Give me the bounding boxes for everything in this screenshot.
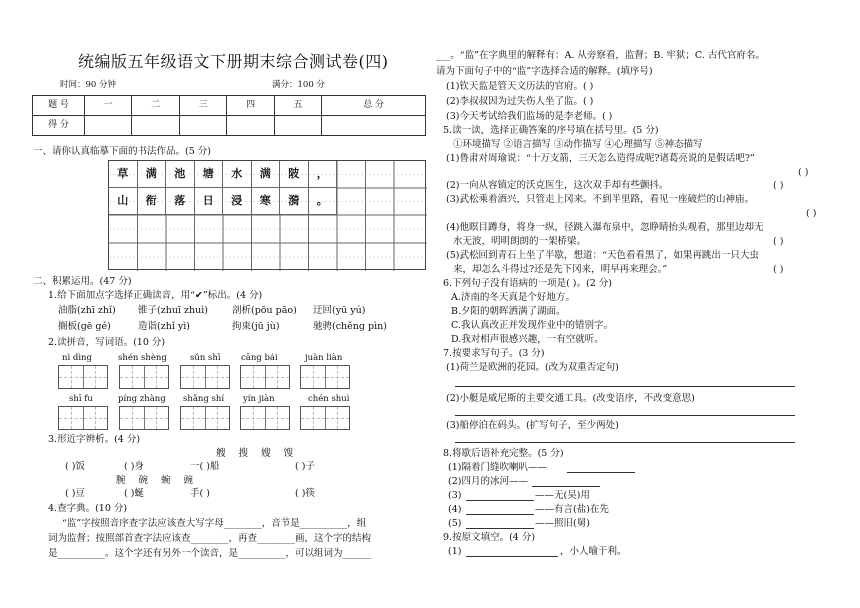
q3-blank[interactable]: ( )筷 [295,488,315,499]
score-input-cell[interactable] [132,116,179,136]
q8-item: ——照旧(舅) [535,518,590,529]
calligraphy-char: ， [309,161,338,188]
q8-index: (5) [448,518,462,529]
pinyin-label: píng zhàng [118,394,166,404]
pinyin-label: shǎng shí [183,394,225,404]
answer-line[interactable] [455,442,795,443]
pinyin-label: cāng bái [241,353,278,363]
q3-blank[interactable]: ( )子 [295,461,315,472]
full-score: 满分：100 分 [272,80,325,90]
answer-paren[interactable]: ( ) [798,167,809,178]
calligraphy-char: 塘 [195,161,224,188]
q4-sub-item[interactable]: (1)钦天监是管天文历法的官府。( ) [446,81,594,92]
answer-line[interactable] [567,472,635,473]
score-input-cell[interactable] [274,116,321,136]
q3-blank[interactable]: ( )豆 [65,488,85,499]
q7-stem: 7.按要求写句子。(3 分) [443,348,545,359]
answer-line[interactable] [455,386,795,387]
q5-stem: 5.读一读，选择正确答案的序号填在括号里。(5 分) [443,125,659,136]
q1-stem: 1.给下面加点字选择正确读音，用“✔”标出。(4 分) [48,290,263,301]
calligraphy-grid[interactable] [108,160,426,270]
q7-item: (1)荷兰是欧洲的花园。(改为双重否定句) [446,362,619,373]
pinyin-answer-box[interactable] [119,365,169,389]
q4-sub-item[interactable]: (3)今天考试给我们监场的是李老师。( ) [446,111,613,122]
score-table [32,95,426,136]
reading-option[interactable]: 油脂(zhī zhǐ) [58,305,116,316]
reading-option[interactable]: 剖析(pōu pāo) [232,305,297,316]
score-input-cell[interactable] [322,116,426,136]
pinyin-answer-box[interactable] [180,406,230,430]
pinyin-label: sǔn shī [190,353,221,363]
q8-item: (2)四月的冰河—— [448,476,528,487]
score-input-cell[interactable] [227,116,274,136]
q6-option-d[interactable]: D.我对相声很感兴趣，一有空就听。 [451,334,604,345]
q3-blank[interactable]: ( )身 [124,461,144,472]
q3-blank[interactable]: ( )饭 [65,461,85,472]
calligraphy-char: 浸 [223,188,252,215]
answer-line[interactable] [466,556,558,557]
q3-blank[interactable]: ( )蜒 [124,488,144,499]
q5-item-cont: 来，却怎么斗得过?还是先下冈来，明早再来理会。” [453,264,668,275]
score-input-cell[interactable] [179,116,226,136]
calligraphy-char: 日 [195,188,224,215]
q4-continued[interactable]: ___。“监”在字典里的解释有：A. 从旁察看，监督；B. 牢狱；C. 古代官府名。 [436,50,765,61]
q6-option-a[interactable]: A.济南的冬天真是个好地方。 [451,292,575,303]
score-input-cell[interactable] [85,116,132,136]
calligraphy-char: 山 [109,188,138,215]
pinyin-answer-box[interactable] [240,406,290,430]
score-header-cell: 总 分 [322,96,426,116]
q5-item: (4)他瞑目蹲身，将身一纵，径跳入瀑布泉中，忽睁睛抬头观看，那里边却无 [446,222,764,233]
q7-item: (2)小艇是威尼斯的主要交通工具。(改变语序，不改变意思) [446,393,695,404]
pinyin-answer-box[interactable] [300,406,350,430]
q4-text-line[interactable]: 是__________。这个字还有另外一个读音，是__________，可以组词为______ [48,548,372,559]
score-header-cell: 三 [179,96,226,116]
q5-item: (5)武松回到青石上坐了半歇，想道：“天色看看黑了，如果再跳出一只大虫 [446,250,759,261]
answer-line[interactable] [466,500,534,501]
pinyin-answer-box[interactable] [180,365,230,389]
q8-item: (1)隔着门缝吹喇叭—— [448,462,547,473]
calligraphy-char: 漪 [280,188,309,215]
calligraphy-char: 衔 [138,188,167,215]
calligraphy-char: 水 [223,161,252,188]
answer-line[interactable] [466,514,534,515]
q8-item: ——有言(盐)在先 [535,504,609,515]
q8-item: ——无(吴)用 [535,490,590,501]
pinyin-label: nì dìng [62,353,92,363]
time-limit: 时间：90 分钟 [60,80,117,90]
pinyin-answer-box[interactable] [119,406,169,430]
answer-paren[interactable]: ( ) [773,236,784,247]
answer-paren[interactable]: ( ) [806,208,817,219]
q3-chars-group1: 艘 搜 嫂 馊 [216,448,294,459]
q9-stem: 9.按原文填空。(4 分) [443,532,536,543]
pinyin-label: shén shèng [118,353,167,363]
pinyin-label: shī fu [69,394,93,404]
calligraphy-char: 。 [309,188,338,215]
q8-stem: 8.将歇后语补充完整。(5 分) [443,448,564,459]
score-header-cell: 二 [132,96,179,116]
pinyin-label: juàn liàn [305,353,343,363]
q5-options: ①环境描写 ②语言描写 ③动作描写 ④心理描写 ⑤神态描写 [453,139,703,150]
reading-option[interactable]: 驰骋(chěng pìn) [313,321,387,332]
practice-grid-lines [109,161,427,271]
answer-line[interactable] [455,415,795,416]
pinyin-label: chén shuì [308,394,350,404]
pinyin-answer-box[interactable] [58,406,108,430]
q5-item: (3)武松乘着酒兴，只管走上冈来。不到半里路，看见一座破烂的山神庙。 [446,194,754,205]
section2-heading: 二、积累运用。(47 分) [33,276,132,287]
score-header-cell: 四 [227,96,274,116]
q9-index: (1) [448,546,462,557]
reading-option[interactable]: 搁板(gē gé) [58,321,111,332]
q4-sub-item[interactable]: (2)李叔叔因为过失伤人坐了监。( ) [446,96,594,107]
q3-blank[interactable]: 手( ) [190,488,210,499]
calligraphy-char: 草 [109,161,138,188]
q3-chars-group2: 腕 碗 蜿 豌 [116,475,194,486]
answer-line[interactable] [466,528,534,529]
calligraphy-char: 满 [138,161,167,188]
q5-item: (1)鲁肃对周瑜说：“十万支箭，三天怎么造得成呢?诸葛亮说的是假话吧?” [446,153,755,164]
calligraphy-char: 寒 [252,188,281,215]
reading-option[interactable]: 迂回(yū yú) [313,305,366,316]
q2-stem: 2.读拼音，写词语。(10 分) [48,337,166,348]
pinyin-answer-box[interactable] [58,365,108,389]
section1-heading: 一、请你认真临摹下面的书法作品。(5 分) [33,146,211,157]
q7-item: (3)船停泊在码头。(扩写句子，至少两处) [446,420,619,431]
answer-line[interactable] [532,486,600,487]
score-header-cell: 五 [274,96,321,116]
reading-option[interactable]: 拘束(jū jù) [232,321,280,332]
q4-text-line[interactable]: 词为监督；按照部首查字法应该查________，再查________画，这个字的结构 [48,533,372,544]
calligraphy-char: 落 [166,188,195,215]
reading-option[interactable]: 锥子(zhuī zhuì) [138,305,208,316]
calligraphy-char: 陂 [280,161,309,188]
q4-stem: 4.查字典。(10 分) [48,503,128,514]
q8-index: (3) [448,490,462,501]
page-title: 统编版五年级语文下册期末综合测试卷(四) [78,52,389,71]
answer-paren[interactable]: ( ) [773,264,784,275]
q5-item-cont: 水无波，明明朗朗的一架桥梁。 [453,236,587,247]
pinyin-answer-box[interactable] [240,365,290,389]
q6-option-b[interactable]: B.夕阳的朝晖洒满了湖面。 [451,306,566,317]
q3-blank[interactable]: 一( )船 [190,461,220,472]
q4-text-line[interactable]: “监”字按照音序查字法应该查大写字母________，音节是__________，组 [62,518,367,529]
answer-paren[interactable]: ( ) [773,180,784,191]
calligraphy-char: 满 [252,161,281,188]
pinyin-label: yín jiàn [243,394,275,404]
q3-stem: 3.形近字辨析。(4 分) [48,434,141,445]
reading-option[interactable]: 造诣(zhǐ yì) [138,321,190,332]
q5-item: (2)一向从容镇定的沃克医生，这次双手却有些颤抖。 [446,180,669,191]
q4-instruction: 请为下面句子中的“监”字选择合适的解释。(填序号) [436,66,653,77]
calligraphy-char: 池 [166,161,195,188]
pinyin-answer-box[interactable] [300,365,350,389]
q6-option-c[interactable]: C.我认真改正并发现作业中的错别字。 [451,320,613,331]
score-header-cell: 题 号 [33,96,85,116]
score-row-label: 得 分 [33,116,85,136]
score-header-cell: 一 [85,96,132,116]
q9-item: ，小人喻于利。 [560,546,627,557]
q6-stem: 6.下列句子没有语病的一项是( )。(2 分) [443,278,612,289]
q8-index: (4) [448,504,462,515]
